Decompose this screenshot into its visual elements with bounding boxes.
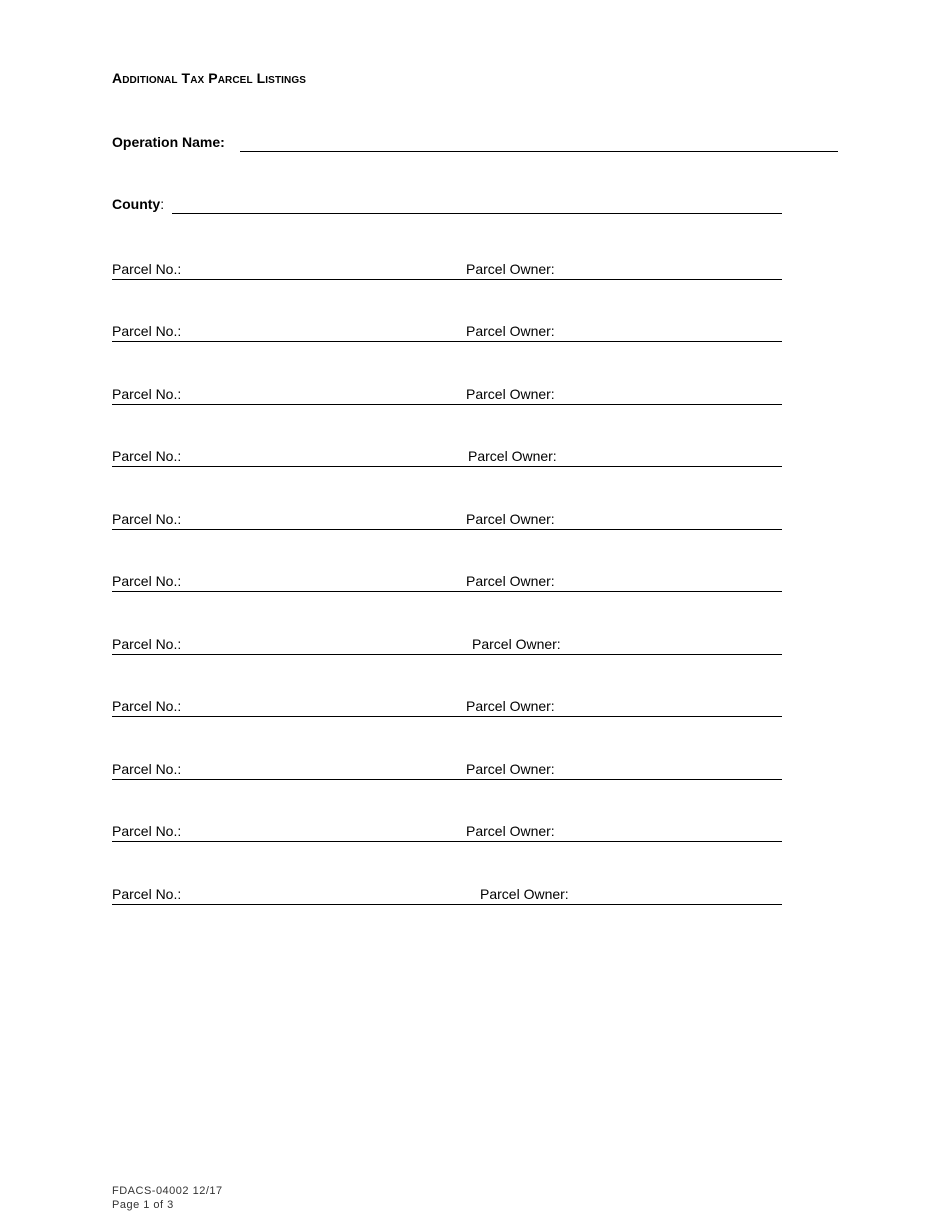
parcel-row[interactable] [112,446,782,467]
parcel-owner-label: Parcel Owner: [466,698,555,714]
parcel-row[interactable] [112,259,782,280]
county-colon: : [160,196,165,212]
parcel-owner-label: Parcel Owner: [466,261,555,277]
parcel-no-label: Parcel No.: [112,698,182,714]
county-input[interactable] [172,213,782,214]
parcel-owner-label: Parcel Owner: [466,823,555,839]
parcel-no-label: Parcel No.: [112,636,182,652]
parcel-owner-label: Parcel Owner: [466,761,555,777]
county-label [112,196,164,212]
form-id: FDACS-04002 12/17 [112,1185,223,1197]
parcel-owner-label: Parcel Owner: [466,573,555,589]
parcel-owner-label: Parcel Owner: [468,448,557,464]
operation-name-input[interactable] [240,151,838,152]
parcel-row[interactable] [112,759,782,780]
parcel-row[interactable] [112,634,782,655]
parcel-no-label: Parcel No.: [112,761,182,777]
operation-name-label: Operation Name: [112,134,225,150]
parcel-owner-label: Parcel Owner: [480,886,569,902]
parcel-no-label: Parcel No.: [112,511,182,527]
parcel-row[interactable] [112,821,782,842]
parcel-row[interactable] [112,321,782,342]
parcel-no-label: Parcel No.: [112,261,182,277]
page-number: Page 1 of 3 [112,1199,174,1211]
parcel-no-label: Parcel No.: [112,886,182,902]
parcel-owner-label: Parcel Owner: [466,386,555,402]
county-label-text: County [112,196,161,212]
parcel-no-label: Parcel No.: [112,323,182,339]
parcel-no-label: Parcel No.: [112,448,182,464]
operation-name-row [112,134,838,154]
parcel-no-label: Parcel No.: [112,386,182,402]
parcel-owner-label: Parcel Owner: [472,636,561,652]
county-row [112,196,782,216]
footer [112,1184,223,1212]
parcel-owner-label: Parcel Owner: [466,323,555,339]
parcel-owner-label: Parcel Owner: [466,511,555,527]
parcel-row[interactable] [112,884,782,905]
parcel-row[interactable] [112,571,782,592]
page-title: Additional Tax Parcel Listings [112,70,306,86]
parcel-row[interactable] [112,696,782,717]
parcel-row[interactable] [112,384,782,405]
parcel-row[interactable] [112,509,782,530]
parcel-no-label: Parcel No.: [112,823,182,839]
parcel-no-label: Parcel No.: [112,573,182,589]
